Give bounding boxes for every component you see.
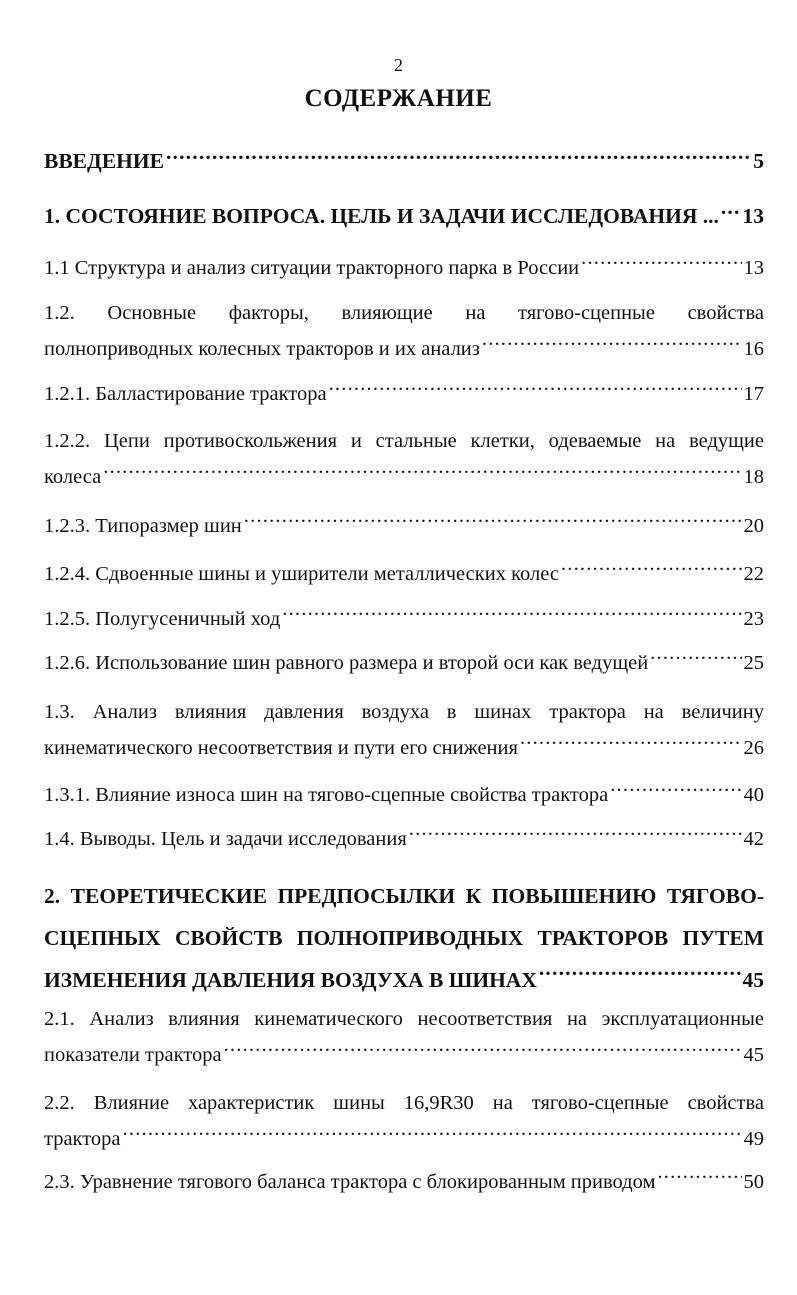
- dot-leader: [581, 254, 741, 275]
- toc-page-number: 16: [743, 338, 764, 360]
- toc-entry-title: показатели трактора: [44, 1044, 222, 1066]
- dot-leader: [539, 966, 741, 988]
- toc-entry-s1-2-1[interactable]: [44, 376, 764, 412]
- toc-entry-title: 1.4. Выводы. Цель и задачи исследования: [44, 828, 407, 850]
- toc-page-number: 45: [742, 968, 764, 992]
- dot-leader: [166, 147, 751, 169]
- toc-entry-s1-4[interactable]: [44, 821, 764, 857]
- toc-entry-s1-1[interactable]: [44, 250, 764, 286]
- toc-entry-title: 1.2.6. Использование шин равного размера и второй оси как ведущей: [44, 652, 649, 674]
- toc-entry-s2-2[interactable]: [44, 1085, 764, 1157]
- toc-entry-intro[interactable]: [44, 143, 764, 179]
- dot-leader: [123, 1125, 742, 1146]
- toc-page-number: 45: [743, 1044, 764, 1066]
- toc-page-number: 49: [743, 1128, 764, 1150]
- toc-entry-ch2[interactable]: [44, 875, 764, 1001]
- toc-entry-title: кинематического несоответствия и пути его снижения: [44, 737, 518, 759]
- toc-page-number: 5: [753, 149, 764, 173]
- toc-page-number: 13: [743, 257, 764, 279]
- toc-page-number: 25: [743, 652, 764, 674]
- toc-page-number: 42: [743, 828, 764, 850]
- toc-entry-title: колеса: [44, 466, 102, 488]
- dot-leader: [224, 1041, 742, 1062]
- dot-leader: [721, 202, 741, 224]
- toc-title: СОДЕРЖАНИЕ: [304, 85, 493, 112]
- toc-page-number: 50: [743, 1171, 764, 1193]
- toc-entry-s1-2-2[interactable]: [44, 423, 764, 495]
- toc-entry-title: 1.1 Структура и анализ ситуации тракторного парка в России: [44, 257, 580, 279]
- toc-entry-s1-2-3[interactable]: [44, 508, 764, 544]
- toc-page-number: 23: [743, 608, 764, 630]
- toc-page-number: 20: [743, 515, 764, 537]
- toc-entry-title: 1.2.5. Полугусеничный ход: [44, 608, 281, 630]
- toc-entry-title: 1.3.1. Влияние износа шин на тягово-сцепные свойства трактора: [44, 784, 609, 806]
- toc-entry-s1-2[interactable]: [44, 295, 764, 367]
- toc-entry-line: СЦЕПНЫХ СВОЙСТВ ПОЛНОПРИВОДНЫХ ТРАКТОРОВ ПУТЕМ: [44, 926, 764, 950]
- toc-entry-s1-3-1[interactable]: [44, 777, 764, 813]
- toc-page-number: 17: [743, 383, 764, 405]
- toc-entry-title: 1.2.1. Балластирование трактора: [44, 383, 327, 405]
- toc-entry-line: 1.2.2. Цепи противоскольжения и стальные клетки, одеваемые на ведущие: [44, 430, 764, 452]
- toc-entry-line: 2.2. Влияние характеристик шины 16,9R30 на тягово-сцепные свойства: [44, 1092, 764, 1114]
- toc-entry-line: 1.3. Анализ влияния давления воздуха в шинах трактора на величину: [44, 701, 764, 723]
- toc-entry-title: 1.2.4. Сдвоенные шины и уширители металлических колес: [44, 563, 559, 585]
- dot-leader: [520, 734, 742, 755]
- dot-leader: [650, 649, 741, 670]
- toc-entry-s1-3[interactable]: [44, 694, 764, 766]
- toc-entry-line: 2.1. Анализ влияния кинематического несоответствия на эксплуатационные: [44, 1008, 764, 1030]
- toc-page-number: 18: [743, 466, 764, 488]
- toc-page-number: 22: [743, 563, 764, 585]
- dot-leader: [282, 605, 741, 626]
- toc-entry-title: 1. СОСТОЯНИЕ ВОПРОСА. ЦЕЛЬ И ЗАДАЧИ ИССЛЕДОВАНИЯ ...: [44, 204, 719, 228]
- toc-page-number: 26: [743, 737, 764, 759]
- toc-page-number: 40: [743, 784, 764, 806]
- toc-page-number: 13: [742, 204, 764, 228]
- dot-leader: [561, 560, 742, 581]
- toc-entry-line: 2. ТЕОРЕТИЧЕСКИЕ ПРЕДПОСЫЛКИ К ПОВЫШЕНИЮ ТЯГОВО-: [44, 884, 764, 908]
- toc-entry-s2-3[interactable]: [44, 1164, 764, 1200]
- toc-entry-title: трактора: [44, 1128, 121, 1150]
- page-number: 2: [394, 55, 403, 75]
- toc-entry-ch1[interactable]: [44, 198, 764, 234]
- dot-leader: [103, 463, 741, 484]
- toc-entry-title: полноприводных колесных тракторов и их анализ: [44, 338, 480, 360]
- toc-entry-s2-1[interactable]: [44, 1001, 764, 1073]
- toc-entry-line: 1.2. Основные факторы, влияющие на тягово-сцепные свойства: [44, 302, 764, 324]
- toc-entry-s1-2-6[interactable]: [44, 645, 764, 681]
- dot-leader: [657, 1168, 741, 1189]
- dot-leader: [610, 781, 741, 802]
- dot-leader: [409, 825, 742, 846]
- toc-entry-title: ВВЕДЕНИЕ: [44, 149, 164, 173]
- toc-entry-title: 1.2.3. Типоразмер шин: [44, 515, 242, 537]
- dot-leader: [244, 512, 742, 533]
- toc-entry-s1-2-5[interactable]: [44, 601, 764, 637]
- toc-entry-title: 2.3. Уравнение тягового баланса трактора с блокированным приводом: [44, 1171, 656, 1193]
- dot-leader: [329, 380, 742, 401]
- toc-entry-title: ИЗМЕНЕНИЯ ДАВЛЕНИЯ ВОЗДУХА В ШИНАХ: [44, 968, 537, 992]
- toc-entry-s1-2-4[interactable]: [44, 556, 764, 592]
- dot-leader: [482, 335, 742, 356]
